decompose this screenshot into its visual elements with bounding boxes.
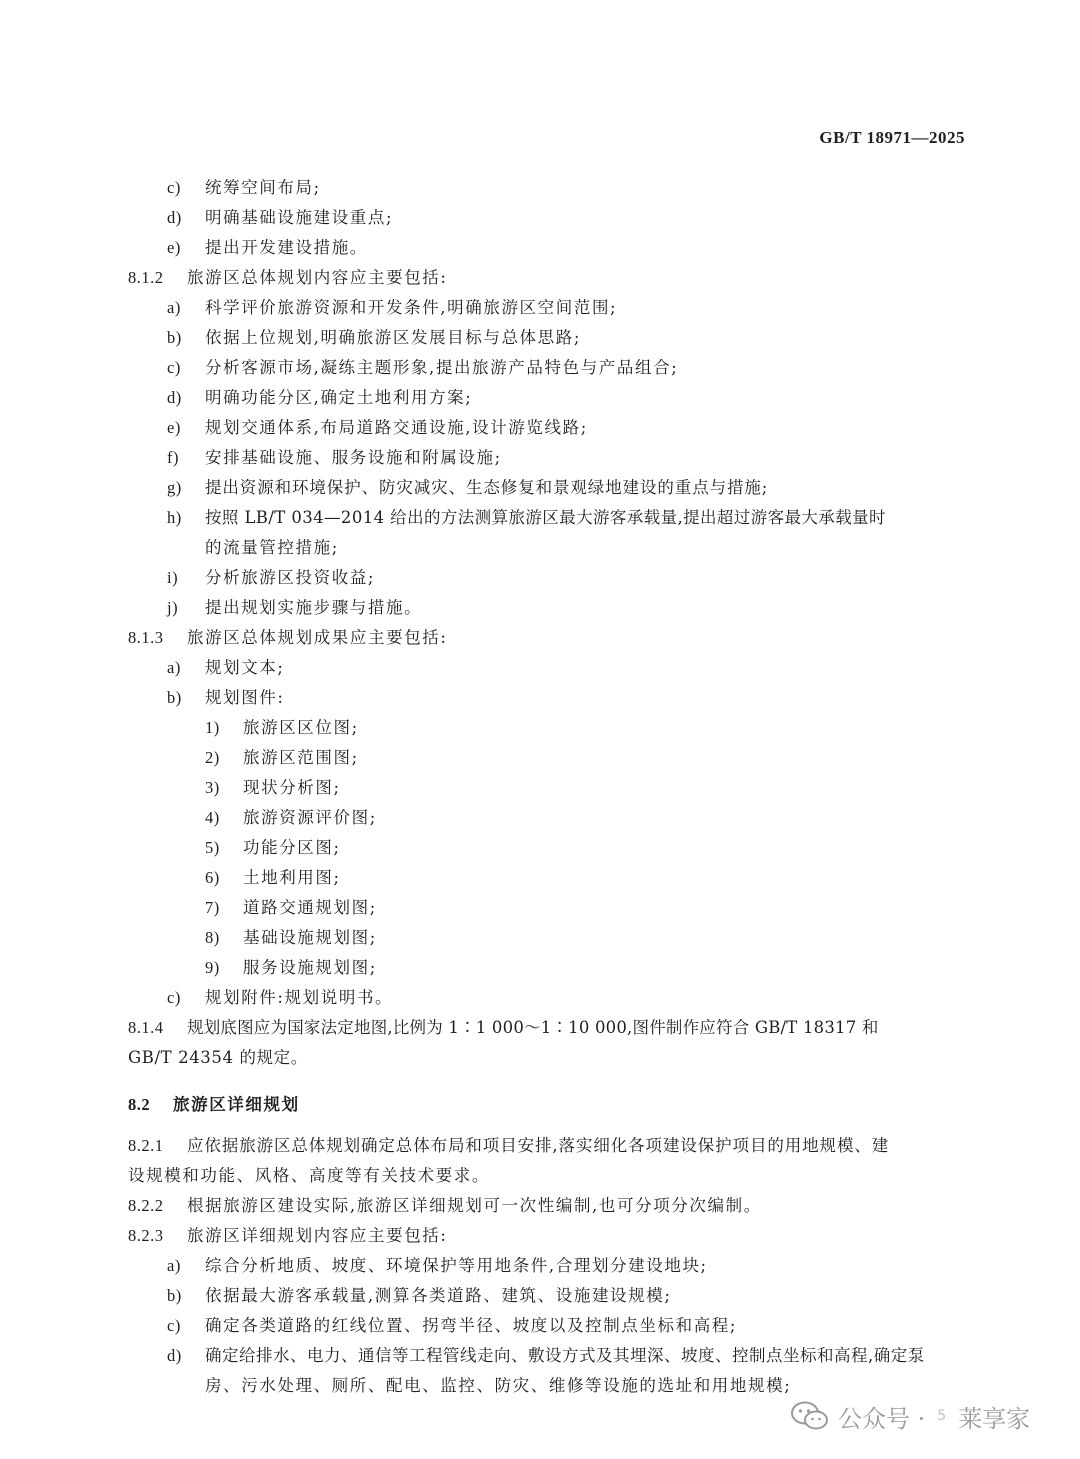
list-item-text: 规划交通体系,布局道路交通设施,设计游览线路; — [205, 418, 588, 437]
clause-text: 规划底图应为国家法定地图,比例为 1∶1 000～1∶10 000,图件制作应符合 GB/T 18317 和 — [187, 1018, 879, 1037]
clause-text-continued: 设规模和功能、风格、高度等有关技术要求。 — [128, 1166, 490, 1185]
item-number: h) — [167, 508, 182, 527]
list-item-text: 综合分析地质、坡度、环境保护等用地条件,合理划分建设地块; — [205, 1256, 708, 1275]
sub-item-text: 旅游区范围图; — [243, 748, 359, 767]
list-item-text: 按照 LB/T 034—2014 给出的方法测算旅游区最大游客承载量,提出超过游客最大承载量时 — [205, 508, 886, 527]
list-item-text: 安排基础设施、服务设施和附属设施; — [205, 448, 502, 467]
item-number: d) — [167, 208, 182, 227]
list-item-text: 科学评价旅游资源和开发条件,明确旅游区空间范围; — [205, 298, 618, 317]
clause-text: 应依据旅游区总体规划确定总体布局和项目安排,落实细化各项建设保护项目的用地规模、建 — [187, 1136, 890, 1155]
wechat-icon — [790, 1400, 830, 1432]
list-item-text-continued: 的流量管控措施; — [205, 538, 339, 557]
list-item-text: 提出规划实施步骤与措施。 — [205, 598, 423, 617]
sub-item-number: 4) — [205, 808, 220, 827]
sub-item-number: 6) — [205, 868, 220, 887]
clause-number: 8.1.4 — [128, 1018, 164, 1037]
item-number: g) — [167, 478, 182, 497]
item-number: e) — [167, 238, 181, 257]
sub-item-number: 2) — [205, 748, 220, 767]
sub-item-text: 功能分区图; — [243, 838, 341, 857]
clause-text: 根据旅游区建设实际,旅游区详细规划可一次性编制,也可分项分次编制。 — [187, 1196, 762, 1215]
item-number: c) — [167, 988, 181, 1007]
item-number: d) — [167, 1346, 182, 1365]
watermark — [790, 1398, 1030, 1434]
sub-item-text: 道路交通规划图; — [243, 898, 377, 917]
item-number: a) — [167, 1256, 181, 1275]
sub-item-text: 服务设施规划图; — [243, 958, 377, 977]
list-item-text: 统筹空间布局; — [205, 178, 321, 197]
list-item-text: 分析客源市场,凝练主题形象,提出旅游产品特色与产品组合; — [205, 358, 679, 377]
list-item-text: 规划图件: — [205, 688, 285, 707]
item-number: b) — [167, 328, 182, 347]
sub-item-text: 基础设施规划图; — [243, 928, 377, 947]
sub-item-text: 旅游资源评价图; — [243, 808, 377, 827]
clause-text: 旅游区总体规划成果应主要包括: — [187, 628, 448, 647]
sub-item-number: 3) — [205, 778, 220, 797]
watermark-brand: 莱享家 — [958, 1404, 1031, 1433]
section-number: 8.2 — [128, 1095, 151, 1114]
list-item-text: 提出开发建设措施。 — [205, 238, 368, 257]
list-item-text: 确定各类道路的红线位置、拐弯半径、坡度以及控制点坐标和高程; — [205, 1316, 738, 1335]
clause-number: 8.2.2 — [128, 1196, 164, 1215]
list-item-text: 依据上位规划,明确旅游区发展目标与总体思路; — [205, 328, 582, 347]
list-item-text: 明确基础设施建设重点; — [205, 208, 394, 227]
clause-number: 8.1.3 — [128, 628, 164, 647]
item-number: b) — [167, 688, 182, 707]
section-title: 旅游区详细规划 — [173, 1095, 300, 1114]
item-number: b) — [167, 1286, 182, 1305]
list-item-text: 明确功能分区,确定土地利用方案; — [205, 388, 473, 407]
standard-code: GB/T 18971—2025 — [819, 128, 965, 147]
list-item-text: 确定给排水、电力、通信等工程管线走向、敷设方式及其埋深、坡度、控制点坐标和高程,确定泵 — [205, 1346, 925, 1365]
item-number: a) — [167, 658, 181, 677]
clause-text-continued: GB/T 24354 的规定。 — [128, 1048, 308, 1067]
item-number: e) — [167, 418, 181, 437]
sub-item-number: 1) — [205, 718, 220, 737]
list-item-text: 依据最大游客承载量,测算各类道路、建筑、设施建设规模; — [205, 1286, 672, 1305]
list-item-text: 规划文本; — [205, 658, 285, 677]
list-item-text: 分析旅游区投资收益; — [205, 568, 376, 587]
sub-item-text: 旅游区区位图; — [243, 718, 359, 737]
sub-item-text: 现状分析图; — [243, 778, 341, 797]
sub-item-number: 8) — [205, 928, 220, 947]
watermark-label: 公众号 · — [838, 1404, 926, 1433]
sub-item-number: 9) — [205, 958, 220, 977]
list-item-text: 提出资源和环境保护、防灾减灾、生态修复和景观绿地建设的重点与措施; — [205, 478, 769, 497]
sub-item-number: 7) — [205, 898, 220, 917]
item-number: c) — [167, 178, 181, 197]
clause-number: 8.2.1 — [128, 1136, 164, 1155]
list-item-text: 规划附件:规划说明书。 — [205, 988, 394, 1007]
item-number: a) — [167, 298, 181, 317]
item-number: i) — [167, 568, 179, 587]
item-number: d) — [167, 388, 182, 407]
clause-number: 8.2.3 — [128, 1226, 164, 1245]
sub-item-text: 土地利用图; — [243, 868, 341, 887]
clause-text: 旅游区详细规划内容应主要包括: — [187, 1226, 448, 1245]
clause-number: 8.1.2 — [128, 268, 164, 287]
clause-text: 旅游区总体规划内容应主要包括: — [187, 268, 448, 287]
list-item-text-continued: 房、污水处理、厕所、配电、监控、防灾、维修等设施的选址和用地规模; — [205, 1376, 792, 1395]
item-number: j) — [167, 598, 179, 617]
item-number: f) — [167, 448, 179, 467]
page-number: 5 — [937, 1408, 947, 1424]
item-number: c) — [167, 1316, 181, 1335]
item-number: c) — [167, 358, 181, 377]
sub-item-number: 5) — [205, 838, 220, 857]
